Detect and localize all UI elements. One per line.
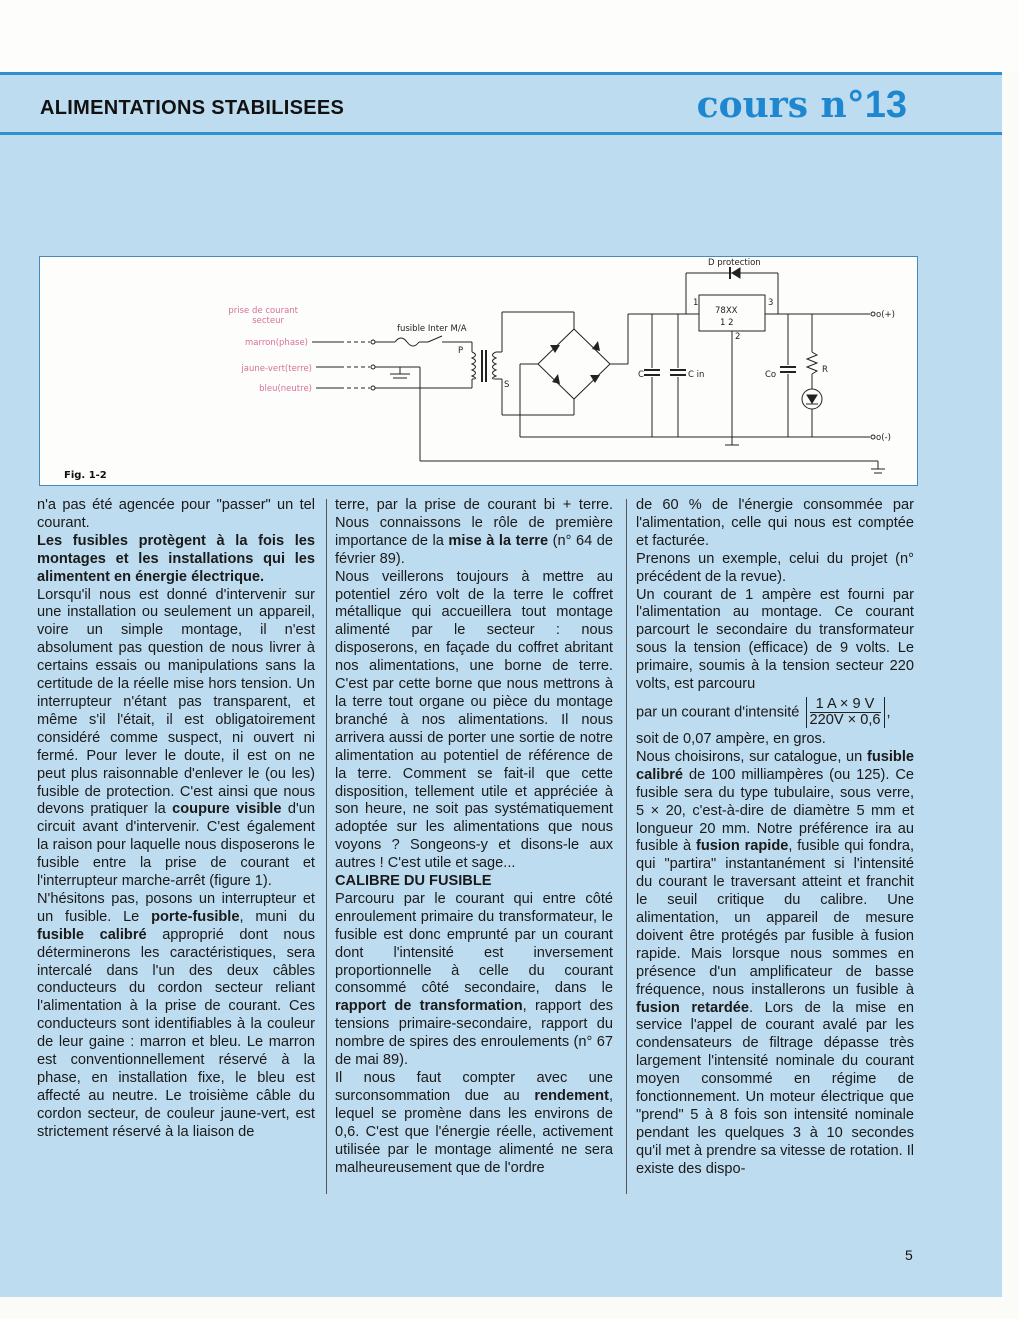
course-number: 13: [864, 84, 907, 126]
label-plus: o(+): [876, 310, 895, 320]
bold-term: rapport de transformation: [335, 998, 523, 1015]
text-run: (n° 64 de février 89).: [335, 532, 613, 567]
text-run: terre, par la prise de courant bi + terre. Nous connaissons le rôle de première importance de la: [335, 497, 613, 549]
text-run: ,: [886, 704, 891, 721]
paragraph: n'a pas été agencée pour "passer" un tel courant.: [37, 497, 315, 531]
label-co: Co: [765, 370, 777, 380]
label-pin1: 1: [693, 298, 699, 308]
label-c: C: [638, 370, 644, 380]
label-s: S: [504, 380, 510, 390]
text-run: , fusible qui fondra, qui "partira" instantanément si l'intensité du courant le traversant atteint et franchit le seuil critique du calibre. Une alimentation, un appareil de mesure doivent être protégés par fusible à fusion rapide. Mais lorsque nous sommes en présence d'un amplificateur de basse fréquence, nous installerons un fusible à: [636, 838, 915, 998]
text-run: . Lors de la mise en service l'appel de courant avalé par les condensateurs de filtrage dépasse très largement l'intensité nominale du courant moyen consommé en régime de fonctionnement. Un moteur électrique que "prend" 5 à 8 fois son intensité nominale pendant les quelques 3 à 10 secondes qu'il met à prendre sa vitesse de rotation. Il existe des dispo-: [636, 999, 914, 1177]
label-d-protection: D protection: [708, 258, 761, 268]
fraction-denominator: 220V × 0,6: [809, 711, 881, 728]
paragraph: soit de 0,07 ampère, en gros.: [636, 730, 826, 747]
bold-term: fusible calibré: [636, 748, 914, 783]
label-minus: o(-): [876, 433, 891, 443]
label-marron: marron(phase): [244, 338, 308, 348]
paragraph: Nous veillerons toujours à mettre au potentiel zéro volt de la terre le coffret métallique qui accueillera tout montage alimenté par le secteur : nous disposerons, en façade du coffret abritant nos alimentations, une borne de terre. C'est par cette borne que nous mettrons à la terre tout organe ou pièce du montage branché à nos alimentations. Il nous arrivera aussi de porter une sortie de notre alimentation au potentiel de référence de la terre. Comment se fait-il que cette disposition, tellement utile et appréciée à son heure, ne soit pas systématiquement adoptée sur les alimentations que nous voyons ? Songeons-y et disons-le aux autres ! C'est utile et sage...: [335, 568, 613, 872]
text-run: d'un circuit avant d'intervenir. C'est également la raison pour laquelle nous disposerons le fusible entre la prise de courant et l'interrupteur marche-arrêt (figure 1).: [37, 801, 315, 890]
paragraph: [335, 1070, 613, 1177]
band-top-border: [0, 72, 1002, 75]
text-column-2: [335, 497, 613, 1177]
column-divider: [626, 499, 627, 1194]
bold-term: fusion retardée: [636, 999, 749, 1016]
text-run: , rapport des tensions primaire-secondaire, rapport du nombre de spires des enroulements (n° 67 de mai 89).: [335, 998, 613, 1069]
text-run: Il nous faut compter avec une surconsommation due au: [335, 1070, 613, 1104]
circuit-diagram: [40, 257, 917, 485]
text-column-1: [37, 497, 315, 1142]
paragraph: Un courant de 1 ampère est fourni par l'alimentation au montage. Ce courant parcourt le secondaire du transformateur sous la tension (efficace) de 9 volts. Le primaire, soumis à la tension secteur 220 volts, est parcouru: [636, 586, 914, 693]
label-pin3: 3: [768, 298, 774, 308]
course-word: cours n°: [696, 84, 865, 126]
text-run: , muni du: [239, 908, 315, 925]
section-title: ALIMENTATIONS STABILISEES: [40, 97, 345, 119]
paragraph: [37, 587, 315, 891]
paragraph: de 60 % de l'énergie consommée par l'alimentation, celle qui nous est comptée et facturée.: [636, 497, 914, 549]
course-number-heading: [697, 84, 907, 127]
label-fusible: fusible Inter M/A: [397, 324, 467, 334]
label-r: R: [822, 365, 828, 375]
bold-term: fusion rapide: [695, 838, 789, 855]
bold-term: mise à la terre: [448, 532, 549, 549]
paragraph: Prenons un exemple, celui du projet (n° précédent de la revue).: [636, 550, 914, 585]
label-p: P: [458, 346, 464, 356]
column-divider: [326, 499, 327, 1194]
paragraph: [636, 749, 914, 1179]
text-run: N'hésitons pas, posons un interrupteur et un fusible. Le: [37, 890, 315, 925]
bold-term: rendement: [534, 1087, 609, 1104]
header-rule: [0, 132, 1002, 135]
label-pin2: 2: [735, 332, 741, 342]
bold-term: porte-fusible: [151, 908, 240, 925]
fraction-numerator: 1 A × 9 V: [810, 697, 881, 713]
text-run: par un courant d'intensité: [636, 704, 800, 721]
text-run: Nous choisirons, sur catalogue, un: [636, 748, 863, 765]
label-jaune-vert: jaune-vert(terre): [241, 364, 312, 374]
paragraph: [37, 891, 315, 1142]
text-column-3: [636, 497, 914, 1179]
bold-statement: Les fusibles protègent à la fois les montages et les installations qui les alimentent en énergie électrique.: [37, 532, 315, 585]
page-number: 5: [905, 1247, 913, 1263]
label-secteur: secteur: [252, 316, 284, 326]
label-regulator: 78XX: [715, 306, 738, 316]
figure-box: [39, 256, 918, 486]
text-run: de 100 milliampères (ou 125). Ce fusible sera du type tubulaire, sous verre, 5 × 20, c'est-à-dire de diamètre 5 mm et longueur 20 mm. Notre préférence ira au fusible à: [636, 766, 914, 855]
label-prise: prise de courant: [228, 306, 298, 316]
bold-term: coupure visible: [172, 801, 282, 818]
label-cin: C in: [688, 370, 705, 380]
formula-line: [636, 697, 914, 728]
text-run: approprié dont nous déterminerons les caractéristiques, sera intercalé dans l'un des deux câbles conducteurs du cordon secteur reliant l'alimentation à la prise de courant. Ces conducteurs sont identifiables à la couleur de leur gaine : marron et bleu. Le marron est conventionnellement réservé à la phase, en installation fixe, le bleu est affecté au neutre. Le troisième câble du cordon secteur, de couleur jaune-vert, est strictement réservé à la liaison de: [37, 926, 315, 1140]
paragraph: [335, 497, 613, 569]
bold-term: fusible calibré: [37, 926, 147, 943]
label-regulator-pins: 1 2: [720, 318, 734, 328]
text-run: Lorsqu'il nous est donné d'intervenir sur une installation ou seulement un appareil, voire un simple montage, il n'est absolument pas question de nous livrer à certains essais ou manipulations sans la certitude de la réelle mise hors tension. Un interrupteur n'étant pas transparent, et même s'il l'était, il est obligatoirement considéré comme suspect, ni ouvert ni fermé. Pour lever le doute, il est on ne peut plus raisonnable d'enlever le (ou les) fusible de protection. C'est ainsi que nous devons pratiquer la: [37, 586, 315, 818]
text-run: Parcouru par le courant qui entre côté enroulement primaire du transformateur, le fusible est donc emprunté par un courant dont l'intensité est inversement proportionnelle à celle du courant consommé côté secondaire, dans le: [335, 890, 613, 997]
paragraph: [335, 891, 613, 1070]
section-heading: CALIBRE DU FUSIBLE: [335, 873, 492, 890]
text-run: , lequel se promène dans les environs de 0,6. C'est que l'énergie réelle, activement utilisée par le montage alimenté ne sera malheureusement que de l'ordre: [335, 1087, 613, 1176]
label-bleu: bleu(neutre): [259, 384, 312, 394]
top-margin: [0, 0, 1019, 72]
fraction: [806, 697, 885, 728]
figure-label: Fig. 1-2: [64, 470, 107, 481]
